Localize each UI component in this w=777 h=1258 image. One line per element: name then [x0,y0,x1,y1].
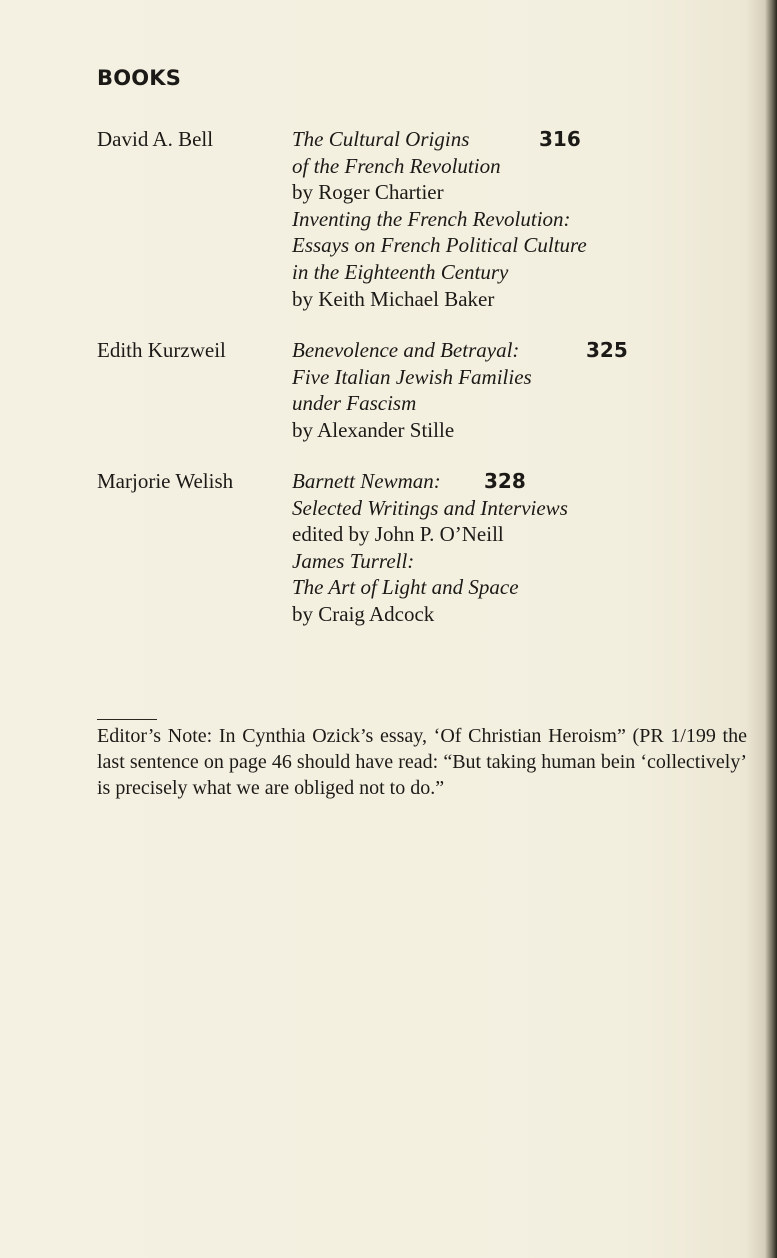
book-title-line: in the Eighteenth Century [292,259,509,284]
book-author-line: by Roger Chartier [292,180,444,205]
reviewer-name: David A. Bell [97,127,214,151]
book-title-line: James Turrell: [292,548,415,573]
section-title: BOOKS [97,66,182,90]
page-edge-shadow [765,0,777,1258]
book-author-line: by Craig Adcock [292,601,435,626]
reviewed-works [292,337,732,443]
book-title-line: The Cultural Origins [292,127,470,151]
reviewed-works [292,126,732,312]
book-title-line: of the French Revolution [292,153,501,178]
book-author-line: by Keith Michael Baker [292,286,495,311]
reviewer-name: Marjorie Welish [97,469,234,493]
book-title-line: Inventing the French Revolution: [292,206,571,231]
page-number: 328 [484,469,526,493]
reviewer-name: Edith Kurzweil [97,338,226,362]
footnote-rule [97,719,157,720]
book-title-line: Benevolence and Betrayal: [292,338,520,362]
editors-note-text: Editor’s Note: In Cynthia Ozick’s essay, ‘Of Christian Heroism” (PR 1/199 the last sentence on page 46 should have read: “But taking human bein ‘collectively’ is precisely what we are obliged not to do.” [97,725,747,799]
book-title-line: Five Italian Jewish Families [292,364,532,389]
book-title-line: under Fascism [292,391,417,416]
editors-note [97,723,747,801]
book-title-line: Essays on French Political Culture [292,233,587,258]
book-title-line: Barnett Newman: [292,469,441,493]
page-number: 316 [539,127,581,151]
book-title-line: Selected Writings and Interviews [292,495,568,520]
book-title-line: The Art of Light and Space [292,575,519,600]
page-number: 325 [586,338,628,362]
book-author-line: by Alexander Stille [292,417,455,442]
book-author-line: edited by John P. O’Neill [292,522,504,547]
